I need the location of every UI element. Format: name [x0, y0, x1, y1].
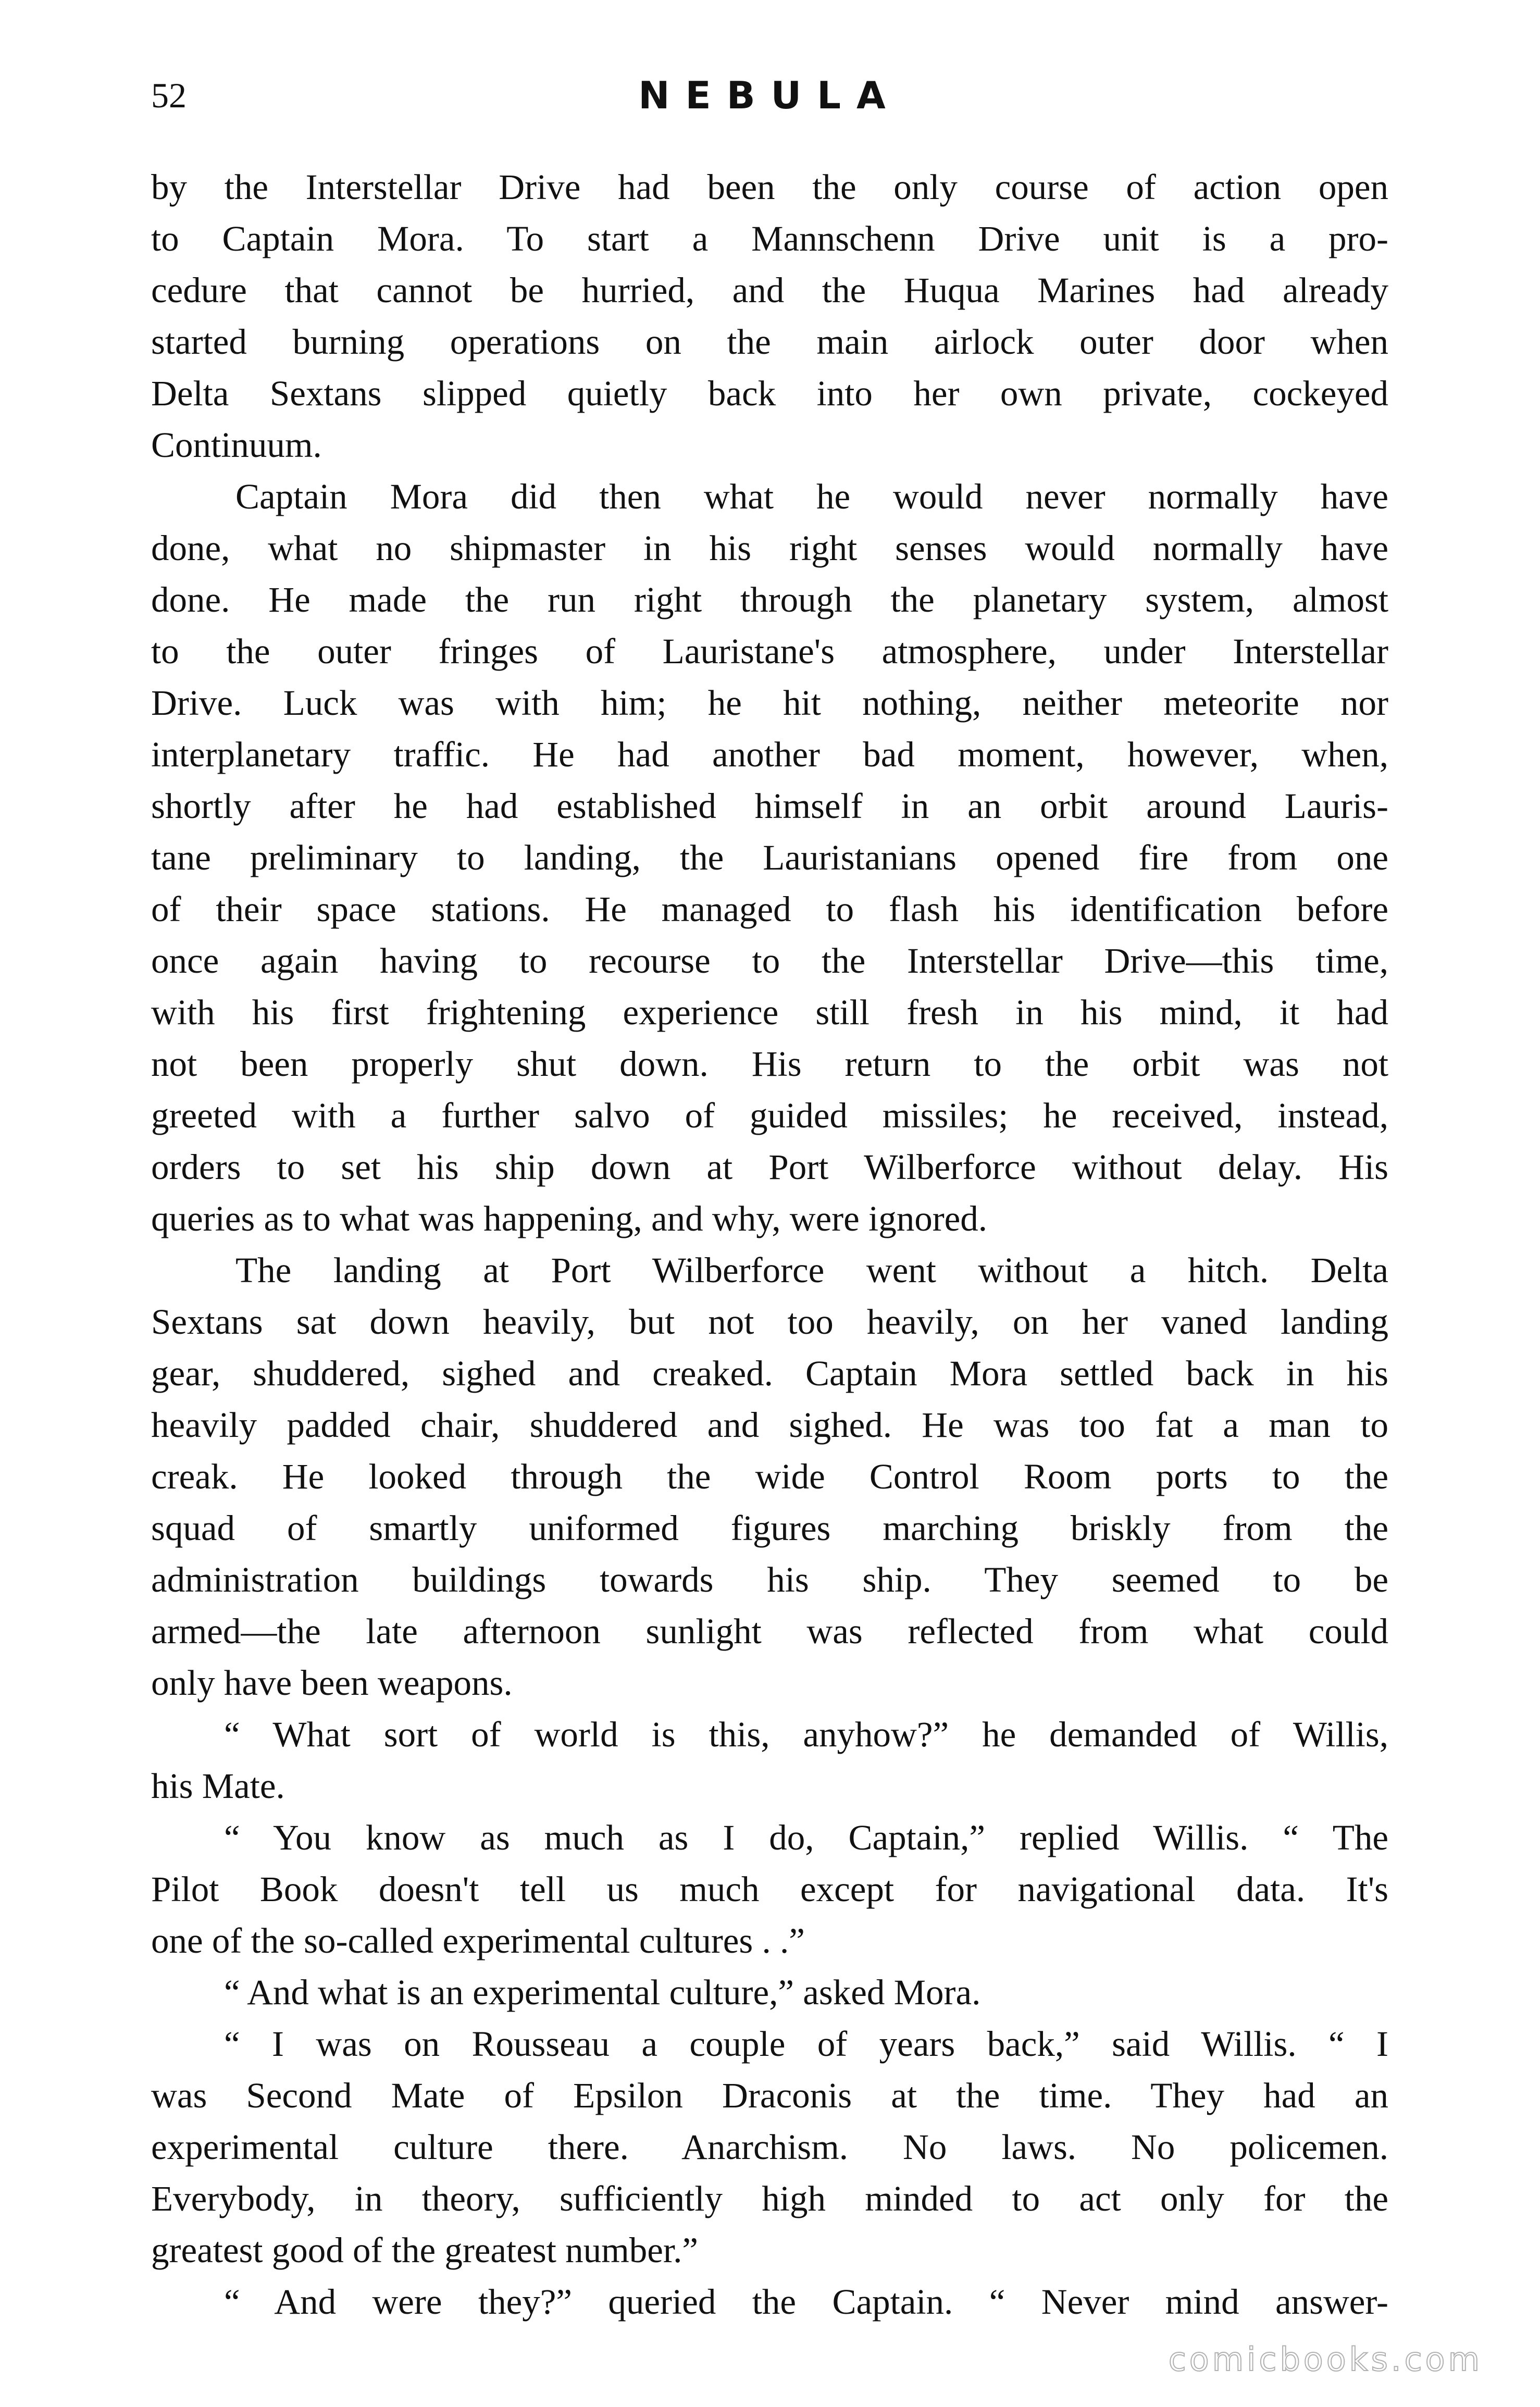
text-line: administration buildings towards his ship. They seemed to be — [151, 1560, 1388, 1599]
text-line: only have been weapons. — [151, 1663, 513, 1703]
text-line: done, what no shipmaster in his right senses would normally have — [151, 528, 1388, 568]
text-line: “ And what is an experimental culture,” asked Mora. — [224, 1972, 981, 2012]
body-text — [151, 162, 1388, 2328]
text-line: squad of smartly uniformed figures marching briskly from the — [151, 1508, 1388, 1548]
text-line: shortly after he had established himself in an orbit around Lauris- — [151, 786, 1388, 826]
text-line: his Mate. — [151, 1766, 285, 1806]
text-line: cedure that cannot be hurried, and the Huqua Marines had already — [151, 270, 1388, 310]
text-line: “ I was on Rousseau a couple of years back,” said Willis. “ I — [224, 2024, 1388, 2064]
text-line: Pilot Book doesn't tell us much except for navigational data. It's — [151, 1869, 1388, 1909]
text-line: was Second Mate of Epsilon Draconis at the time. They had an — [151, 2076, 1388, 2115]
text-line: started burning operations on the main airlock outer door when — [151, 322, 1388, 362]
text-line: once again having to recourse to the Interstellar Drive—this time, — [151, 941, 1388, 981]
text-line: to Captain Mora. To start a Mannschenn Drive unit is a pro- — [151, 219, 1388, 258]
text-line: gear, shuddered, sighed and creaked. Captain Mora settled back in his — [151, 1354, 1388, 1393]
text-line: greatest good of the greatest number.” — [151, 2230, 698, 2270]
text-line: queries as to what was happening, and why, were ignored. — [151, 1199, 988, 1238]
text-line: Everybody, in theory, sufficiently high minded to act only for the — [151, 2179, 1388, 2218]
text-line: The landing at Port Wilberforce went without a hitch. Delta — [235, 1250, 1388, 1290]
text-line: orders to set his ship down at Port Wilberforce without delay. His — [151, 1147, 1388, 1187]
text-line: interplanetary traffic. He had another bad moment, however, when, — [151, 735, 1388, 774]
text-line: by the Interstellar Drive had been the only course of action open — [151, 167, 1388, 207]
text-line: creak. He looked through the wide Control Room ports to the — [151, 1457, 1388, 1496]
text-line: not been properly shut down. His return to the orbit was not — [151, 1044, 1388, 1084]
text-line: Captain Mora did then what he would never normally have — [235, 477, 1388, 516]
text-line: experimental culture there. Anarchism. No laws. No policemen. — [151, 2127, 1388, 2167]
text-line: “ You know as much as I do, Captain,” replied Willis. “ The — [224, 1818, 1388, 1857]
journal-title: NEBULA — [638, 73, 901, 117]
text-line: heavily padded chair, shuddered and sighed. He was too fat a man to — [151, 1405, 1388, 1445]
watermark: comicbooks.com — [1168, 2340, 1483, 2378]
text-line: of their space stations. He managed to flash his identification before — [151, 889, 1388, 929]
page-number: 52 — [151, 76, 187, 115]
text-line: “ And were they?” queried the Captain. “ Never mind answer- — [224, 2282, 1388, 2322]
text-line: to the outer fringes of Lauristane's atmosphere, under Interstellar — [151, 631, 1388, 671]
text-line: armed—the late afternoon sunlight was reflected from what could — [151, 1611, 1388, 1651]
text-line: Continuum. — [151, 425, 322, 465]
text-line: one of the so-called experimental cultures . .” — [151, 1921, 805, 1961]
text-line: “ What sort of world is this, anyhow?” he demanded of Willis, — [224, 1715, 1388, 1754]
text-line: tane preliminary to landing, the Lauristanians opened fire from one — [151, 838, 1388, 877]
text-line: done. He made the run right through the planetary system, almost — [151, 580, 1388, 619]
text-line: greeted with a further salvo of guided missiles; he received, instead, — [151, 1096, 1388, 1135]
text-line: Delta Sextans slipped quietly back into her own private, cockeyed — [151, 374, 1388, 413]
running-head — [151, 67, 1388, 129]
text-line: with his first frightening experience still fresh in his mind, it had — [151, 992, 1388, 1032]
text-line: Sextans sat down heavily, but not too heavily, on her vaned landing — [151, 1302, 1388, 1342]
text-line: Drive. Luck was with him; he hit nothing, neither meteorite nor — [151, 683, 1388, 723]
